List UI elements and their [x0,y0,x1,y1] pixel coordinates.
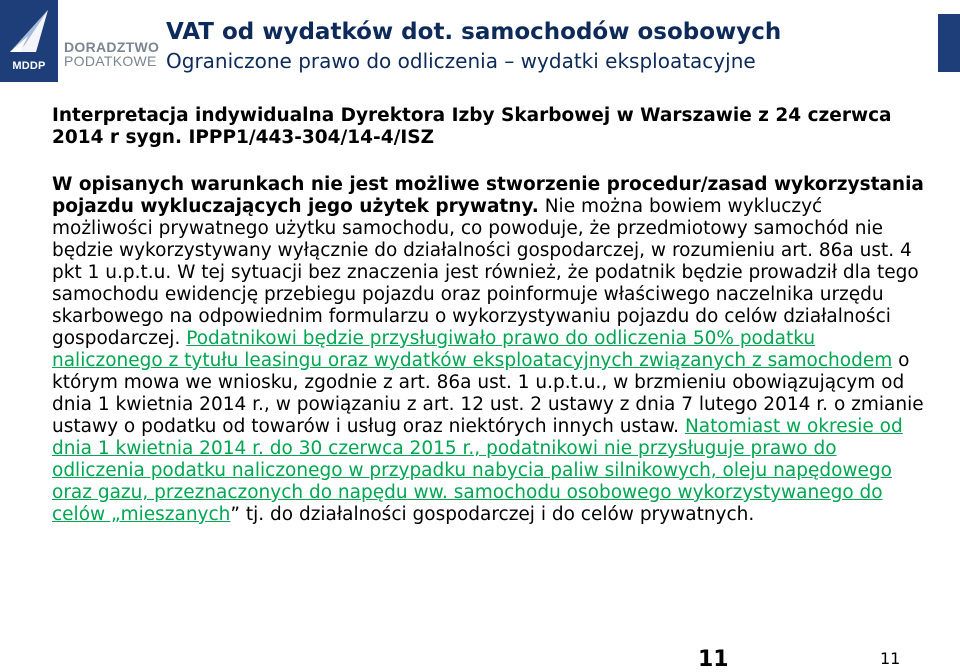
logo-tagline-line2: PODATKOWE [64,53,157,69]
body-text-1: Nie można bowiem wykluczyć możliwości prywatnego użytku samochodu, co powoduje, że przedmiotowy samochód nie będzie wykorzystywany wyłącznie do działalności gospodarczej, w rozumieniu art. 86a ust. 4 pkt 1 u.p.t.u. W tej sytuacji bez znaczenia jest również, że podatnik będzie prowadził dla tego samochodu ewidencję przebiegu pojazdu oraz poinformuje właściwego naczelnika urzędu skarbowego na odpowiednim formularzu o wykorzystywaniu pojazdu do celów działalności gospodarczej. [52,196,919,349]
logo-tagline [64,40,159,68]
page-number-corner: 11 [880,649,901,668]
logo-tagline-line1: DORADZTWO [64,39,160,55]
slide-subtitle: Ograniczone prawo do odliczenia – wydatki eksploatacyjne [166,49,756,73]
corner-accent-bar [938,14,960,72]
slide-body [52,174,924,526]
ruling-reference: Interpretacja indywidualna Dyrektora Izby Skarbowej w Warszawie z 24 czerwca 2014 r sygn. IPPP1/443-304/14-4/ISZ [52,105,892,148]
highlight-deduction-right: Podatnikowi będzie przysługiwało prawo do odliczenia 50% podatku naliczonego z tytułu leasingu oraz wydatków eksploatacyjnych związanych z samochodem [52,328,893,371]
body-text-3: ” tj. do działalności gospodarczej i do celów prywatnych. [230,504,755,525]
logo-brand-name: MDDP [12,60,46,72]
highlight-fuel-exclusion: Natomiast w okresie od dnia 1 kwietnia 2014 r. do 30 czerwca 2015 r., podatnikowi nie przysługuje prawo do odliczenia podatku naliczonego w przypadku nabycia paliw silnikowych, oleju napędowego oraz gazu, przeznaczonych do napędu ww. samochodu osobowego wykorzystywanego do celów „mieszanych [52,416,903,525]
company-logo [0,0,58,82]
body-text-2: o którym mowa we wniosku, zgodnie z art. 86a ust. 1 u.p.t.u., w brzmieniu obowiązującym od dnia 1 kwietnia 2014 r., w powiązaniu z art. 12 ust. 2 ustawy z dnia 7 lutego 2014 r. o zmianie ustawy o podatku od towarów i usług oraz niektórych innych ustaw. [52,350,924,437]
lead-statement: W opisanych warunkach nie jest możliwe stworzenie procedur/zasad wykorzystania pojazdu wykluczających jego użytek prywatny. [52,174,924,217]
page-number: 11 [698,647,729,672]
logo-wing-icon [6,6,52,56]
slide-title: VAT od wydatków dot. samochodów osobowych [166,19,782,45]
